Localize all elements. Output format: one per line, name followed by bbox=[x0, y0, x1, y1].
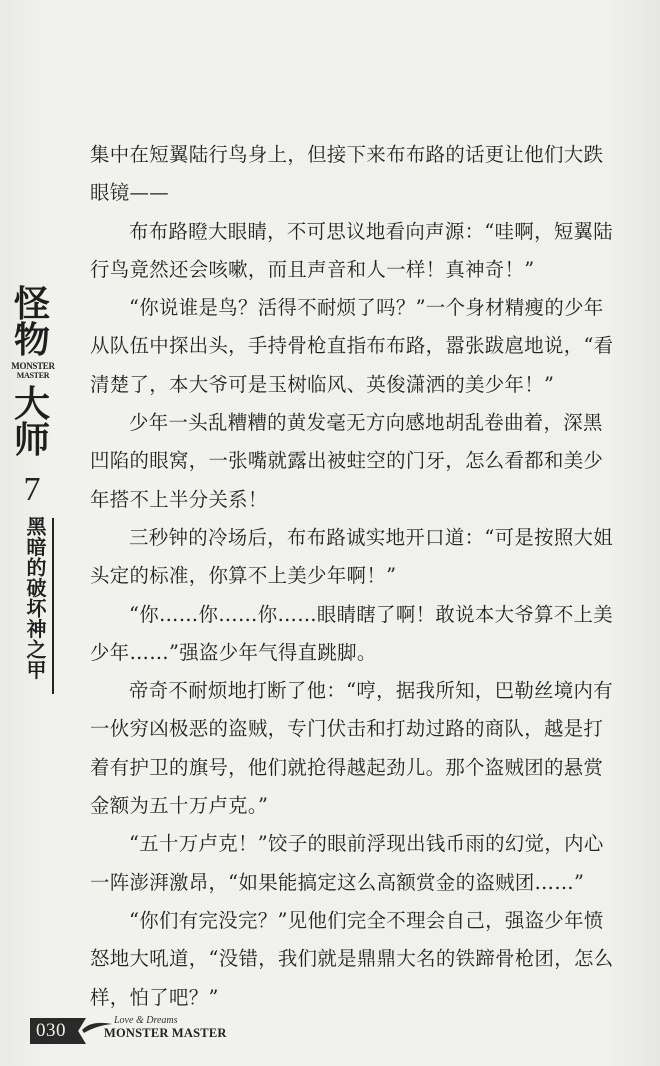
page-footer bbox=[30, 1012, 250, 1048]
paragraph: “你……你……你……眼睛瞎了啊！敢说本大爷算不上美少年……”强盗少年气得直跳脚。 bbox=[90, 602, 614, 664]
brand-name: MONSTER MASTER bbox=[104, 1026, 227, 1040]
series-english-logo bbox=[8, 362, 58, 380]
paragraph: “你说谁是鸟？活得不耐烦了吗？”一个身材精瘦的少年从队伍中探出头，手持骨枪直指布布路，嚣张跋扈地说，“看清楚了，本大爷可是玉树临风、英俊潇洒的美少年！” bbox=[90, 296, 614, 396]
paragraph: “你们有完没完？”见他们完全不理会自己，强盗少年愤怒地大吼道，“没错，我们就是鼎鼎大名的铁蹄骨枪团，怎么样，怕了吧？” bbox=[90, 908, 614, 1009]
body-text bbox=[90, 136, 620, 1017]
series-english-line-1: MONSTER bbox=[11, 361, 55, 371]
volume-number: 7 bbox=[23, 471, 41, 508]
brand-tagline: Love & Dreams bbox=[114, 1015, 178, 1026]
paragraph: 布布路瞪大眼睛，不可思议地看向声源：“哇啊，短翼陆行鸟竟然还会咳嗽，而且声音和人一样！真神奇！” bbox=[90, 219, 614, 281]
paragraph: 三秒钟的冷场后，布布路诚实地开口道：“可是按照大姐头定的标准，你算不上美少年啊！” bbox=[90, 525, 614, 588]
series-title-char-2: 物 bbox=[13, 320, 50, 361]
paragraph: 帝奇不耐烦地打断了他：“哼，据我所知，巴勒丝境内有一伙穷凶极恶的盗贼，专门伏击和打劫过路的商队，越是打着有护卫的旗号，他们就抢得越起劲儿。那个盗贼团的悬赏金额为五十万卢克。” bbox=[90, 679, 614, 818]
paragraph: “五十万卢克！”饺子的眼前浮现出钱币雨的幻觉，内心一阵澎湃激昂，“如果能搞定这么高额赏金的盗贼团……” bbox=[90, 832, 604, 894]
series-english-line-2: MASTER bbox=[16, 371, 50, 380]
paragraph: 少年一头乱糟糟的黄发毫无方向感地胡乱卷曲着，深黑凹陷的眼窝，一张嘴就露出被蛀空的门牙，怎么看都和美少年搭不上半分关系！ bbox=[90, 411, 604, 511]
paragraph: 集中在短翼陆行鸟身上，但接下来布布路的话更让他们大跌眼镜—— bbox=[90, 143, 604, 205]
series-title-char-1: 怪 bbox=[13, 284, 50, 325]
volume-subtitle: 黑暗的破坏神之甲 bbox=[23, 516, 47, 680]
series-title-char-3: 大 bbox=[13, 384, 50, 425]
subtitle-divider bbox=[52, 518, 54, 694]
page-number: 030 bbox=[36, 1020, 66, 1041]
series-title-spine bbox=[6, 286, 64, 706]
series-title-char-4: 师 bbox=[13, 420, 50, 461]
